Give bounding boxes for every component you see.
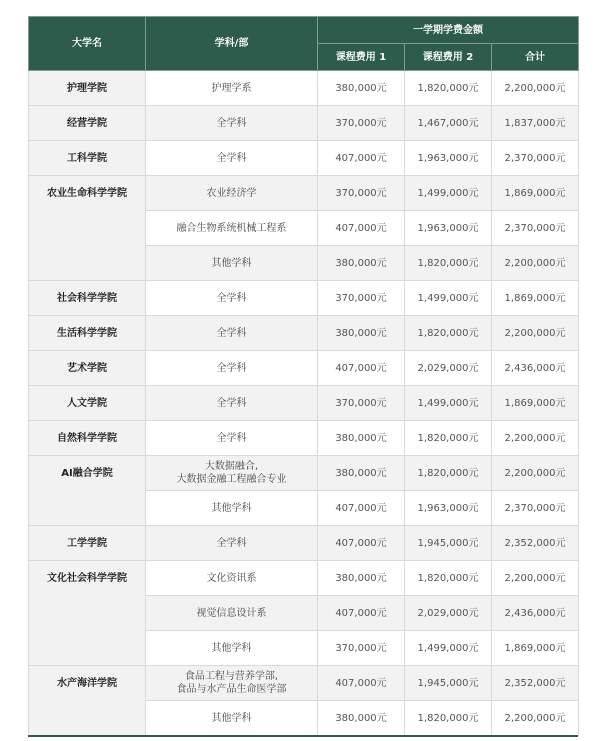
department-name xyxy=(146,456,318,491)
fee2-cell: 1,963,000元 xyxy=(405,491,492,526)
table-row xyxy=(29,71,579,106)
department-name: 融合生物系统机械工程系 xyxy=(146,211,318,246)
total-cell: 2,200,000元 xyxy=(492,246,579,281)
header-university: 大学名 xyxy=(29,17,146,71)
total-cell: 1,869,000元 xyxy=(492,176,579,211)
fee1-cell: 407,000元 xyxy=(318,351,405,386)
university-name: 水产海洋学院 xyxy=(29,666,146,736)
table-row xyxy=(29,386,579,421)
fee2-cell: 2,029,000元 xyxy=(405,596,492,631)
header-total: 合计 xyxy=(492,44,579,71)
university-name: 经营学院 xyxy=(29,106,146,141)
fee1-cell: 407,000元 xyxy=(318,211,405,246)
fee2-cell: 2,029,000元 xyxy=(405,351,492,386)
header-fee1: 课程费用 1 xyxy=(318,44,405,71)
total-cell: 2,370,000元 xyxy=(492,141,579,176)
total-cell: 2,200,000元 xyxy=(492,561,579,596)
fee2-cell: 1,945,000元 xyxy=(405,666,492,701)
table-bottom-rule xyxy=(28,735,578,737)
university-name: 自然科学学院 xyxy=(29,421,146,456)
university-name: 工学学院 xyxy=(29,526,146,561)
total-cell: 2,436,000元 xyxy=(492,596,579,631)
department-name: 全学科 xyxy=(146,526,318,561)
total-cell: 2,200,000元 xyxy=(492,701,579,736)
total-cell: 2,200,000元 xyxy=(492,316,579,351)
total-cell: 1,869,000元 xyxy=(492,386,579,421)
fee2-cell: 1,820,000元 xyxy=(405,456,492,491)
fee2-cell: 1,499,000元 xyxy=(405,386,492,421)
table-row xyxy=(29,176,579,211)
department-name: 全学科 xyxy=(146,106,318,141)
department-name: 其他学科 xyxy=(146,701,318,736)
fee2-cell: 1,499,000元 xyxy=(405,281,492,316)
department-line-2: 食品与水产品生命医学部 xyxy=(176,684,287,695)
department-line-2: 大数据金融工程融合专业 xyxy=(176,474,287,485)
total-cell: 2,370,000元 xyxy=(492,211,579,246)
fee2-cell: 1,467,000元 xyxy=(405,106,492,141)
department-name: 全学科 xyxy=(146,351,318,386)
department-name: 全学科 xyxy=(146,141,318,176)
fee1-cell: 407,000元 xyxy=(318,491,405,526)
fee2-cell: 1,820,000元 xyxy=(405,561,492,596)
total-cell: 2,200,000元 xyxy=(492,421,579,456)
fee1-cell: 380,000元 xyxy=(318,246,405,281)
university-name: 文化社会科学学院 xyxy=(29,561,146,666)
fee1-cell: 380,000元 xyxy=(318,701,405,736)
total-cell: 2,352,000元 xyxy=(492,526,579,561)
fee1-cell: 380,000元 xyxy=(318,71,405,106)
fee2-cell: 1,820,000元 xyxy=(405,71,492,106)
department-name: 全学科 xyxy=(146,421,318,456)
department-name: 全学科 xyxy=(146,386,318,421)
total-cell: 1,869,000元 xyxy=(492,631,579,666)
fee1-cell: 380,000元 xyxy=(318,421,405,456)
university-name: 农业生命科学学院 xyxy=(29,176,146,281)
fee1-cell: 407,000元 xyxy=(318,141,405,176)
department-line-1: 食品工程与营养学部, xyxy=(184,671,279,682)
fee1-cell: 370,000元 xyxy=(318,106,405,141)
table-row xyxy=(29,141,579,176)
department-name: 农业经济学 xyxy=(146,176,318,211)
total-cell: 2,370,000元 xyxy=(492,491,579,526)
department-name: 护理学系 xyxy=(146,71,318,106)
table-row xyxy=(29,666,579,701)
total-cell: 1,869,000元 xyxy=(492,281,579,316)
department-name: 其他学科 xyxy=(146,491,318,526)
department-name: 文化资讯系 xyxy=(146,561,318,596)
table-row xyxy=(29,281,579,316)
total-cell: 2,436,000元 xyxy=(492,351,579,386)
table-body xyxy=(29,71,579,736)
department-name: 视觉信息设计系 xyxy=(146,596,318,631)
department-name: 其他学科 xyxy=(146,631,318,666)
fee2-cell: 1,963,000元 xyxy=(405,141,492,176)
header-department: 学科/部 xyxy=(146,17,318,71)
fee1-cell: 380,000元 xyxy=(318,561,405,596)
table-row xyxy=(29,106,579,141)
fee1-cell: 370,000元 xyxy=(318,631,405,666)
fee2-cell: 1,945,000元 xyxy=(405,526,492,561)
fee2-cell: 1,820,000元 xyxy=(405,701,492,736)
university-name: 工科学院 xyxy=(29,141,146,176)
tuition-fee-table xyxy=(28,16,579,736)
fee1-cell: 370,000元 xyxy=(318,176,405,211)
fee1-cell: 407,000元 xyxy=(318,666,405,701)
total-cell: 2,200,000元 xyxy=(492,71,579,106)
fee2-cell: 1,499,000元 xyxy=(405,631,492,666)
fee2-cell: 1,820,000元 xyxy=(405,421,492,456)
table-row xyxy=(29,421,579,456)
fee1-cell: 407,000元 xyxy=(318,526,405,561)
table-row xyxy=(29,456,579,491)
university-name: 艺术学院 xyxy=(29,351,146,386)
department-name xyxy=(146,666,318,701)
table-row xyxy=(29,526,579,561)
header-fee-group: 一学期学费金额 xyxy=(318,17,579,44)
header-fee2: 课程费用 2 xyxy=(405,44,492,71)
fee1-cell: 380,000元 xyxy=(318,316,405,351)
table-row xyxy=(29,316,579,351)
fee2-cell: 1,499,000元 xyxy=(405,176,492,211)
fee2-cell: 1,963,000元 xyxy=(405,211,492,246)
fee1-cell: 370,000元 xyxy=(318,281,405,316)
university-name: AI融合学院 xyxy=(29,456,146,526)
fee1-cell: 380,000元 xyxy=(318,456,405,491)
university-name: 社会科学学院 xyxy=(29,281,146,316)
table-header xyxy=(29,17,579,71)
university-name: 生活科学学院 xyxy=(29,316,146,351)
department-name: 全学科 xyxy=(146,281,318,316)
department-line-1: 大数据融合, xyxy=(204,461,259,472)
university-name: 人文学院 xyxy=(29,386,146,421)
table-row xyxy=(29,561,579,596)
department-name: 其他学科 xyxy=(146,246,318,281)
total-cell: 2,200,000元 xyxy=(492,456,579,491)
table-row xyxy=(29,351,579,386)
fee1-cell: 407,000元 xyxy=(318,596,405,631)
total-cell: 2,352,000元 xyxy=(492,666,579,701)
university-name: 护理学院 xyxy=(29,71,146,106)
fee1-cell: 370,000元 xyxy=(318,386,405,421)
fee2-cell: 1,820,000元 xyxy=(405,316,492,351)
total-cell: 1,837,000元 xyxy=(492,106,579,141)
department-name: 全学科 xyxy=(146,316,318,351)
fee2-cell: 1,820,000元 xyxy=(405,246,492,281)
